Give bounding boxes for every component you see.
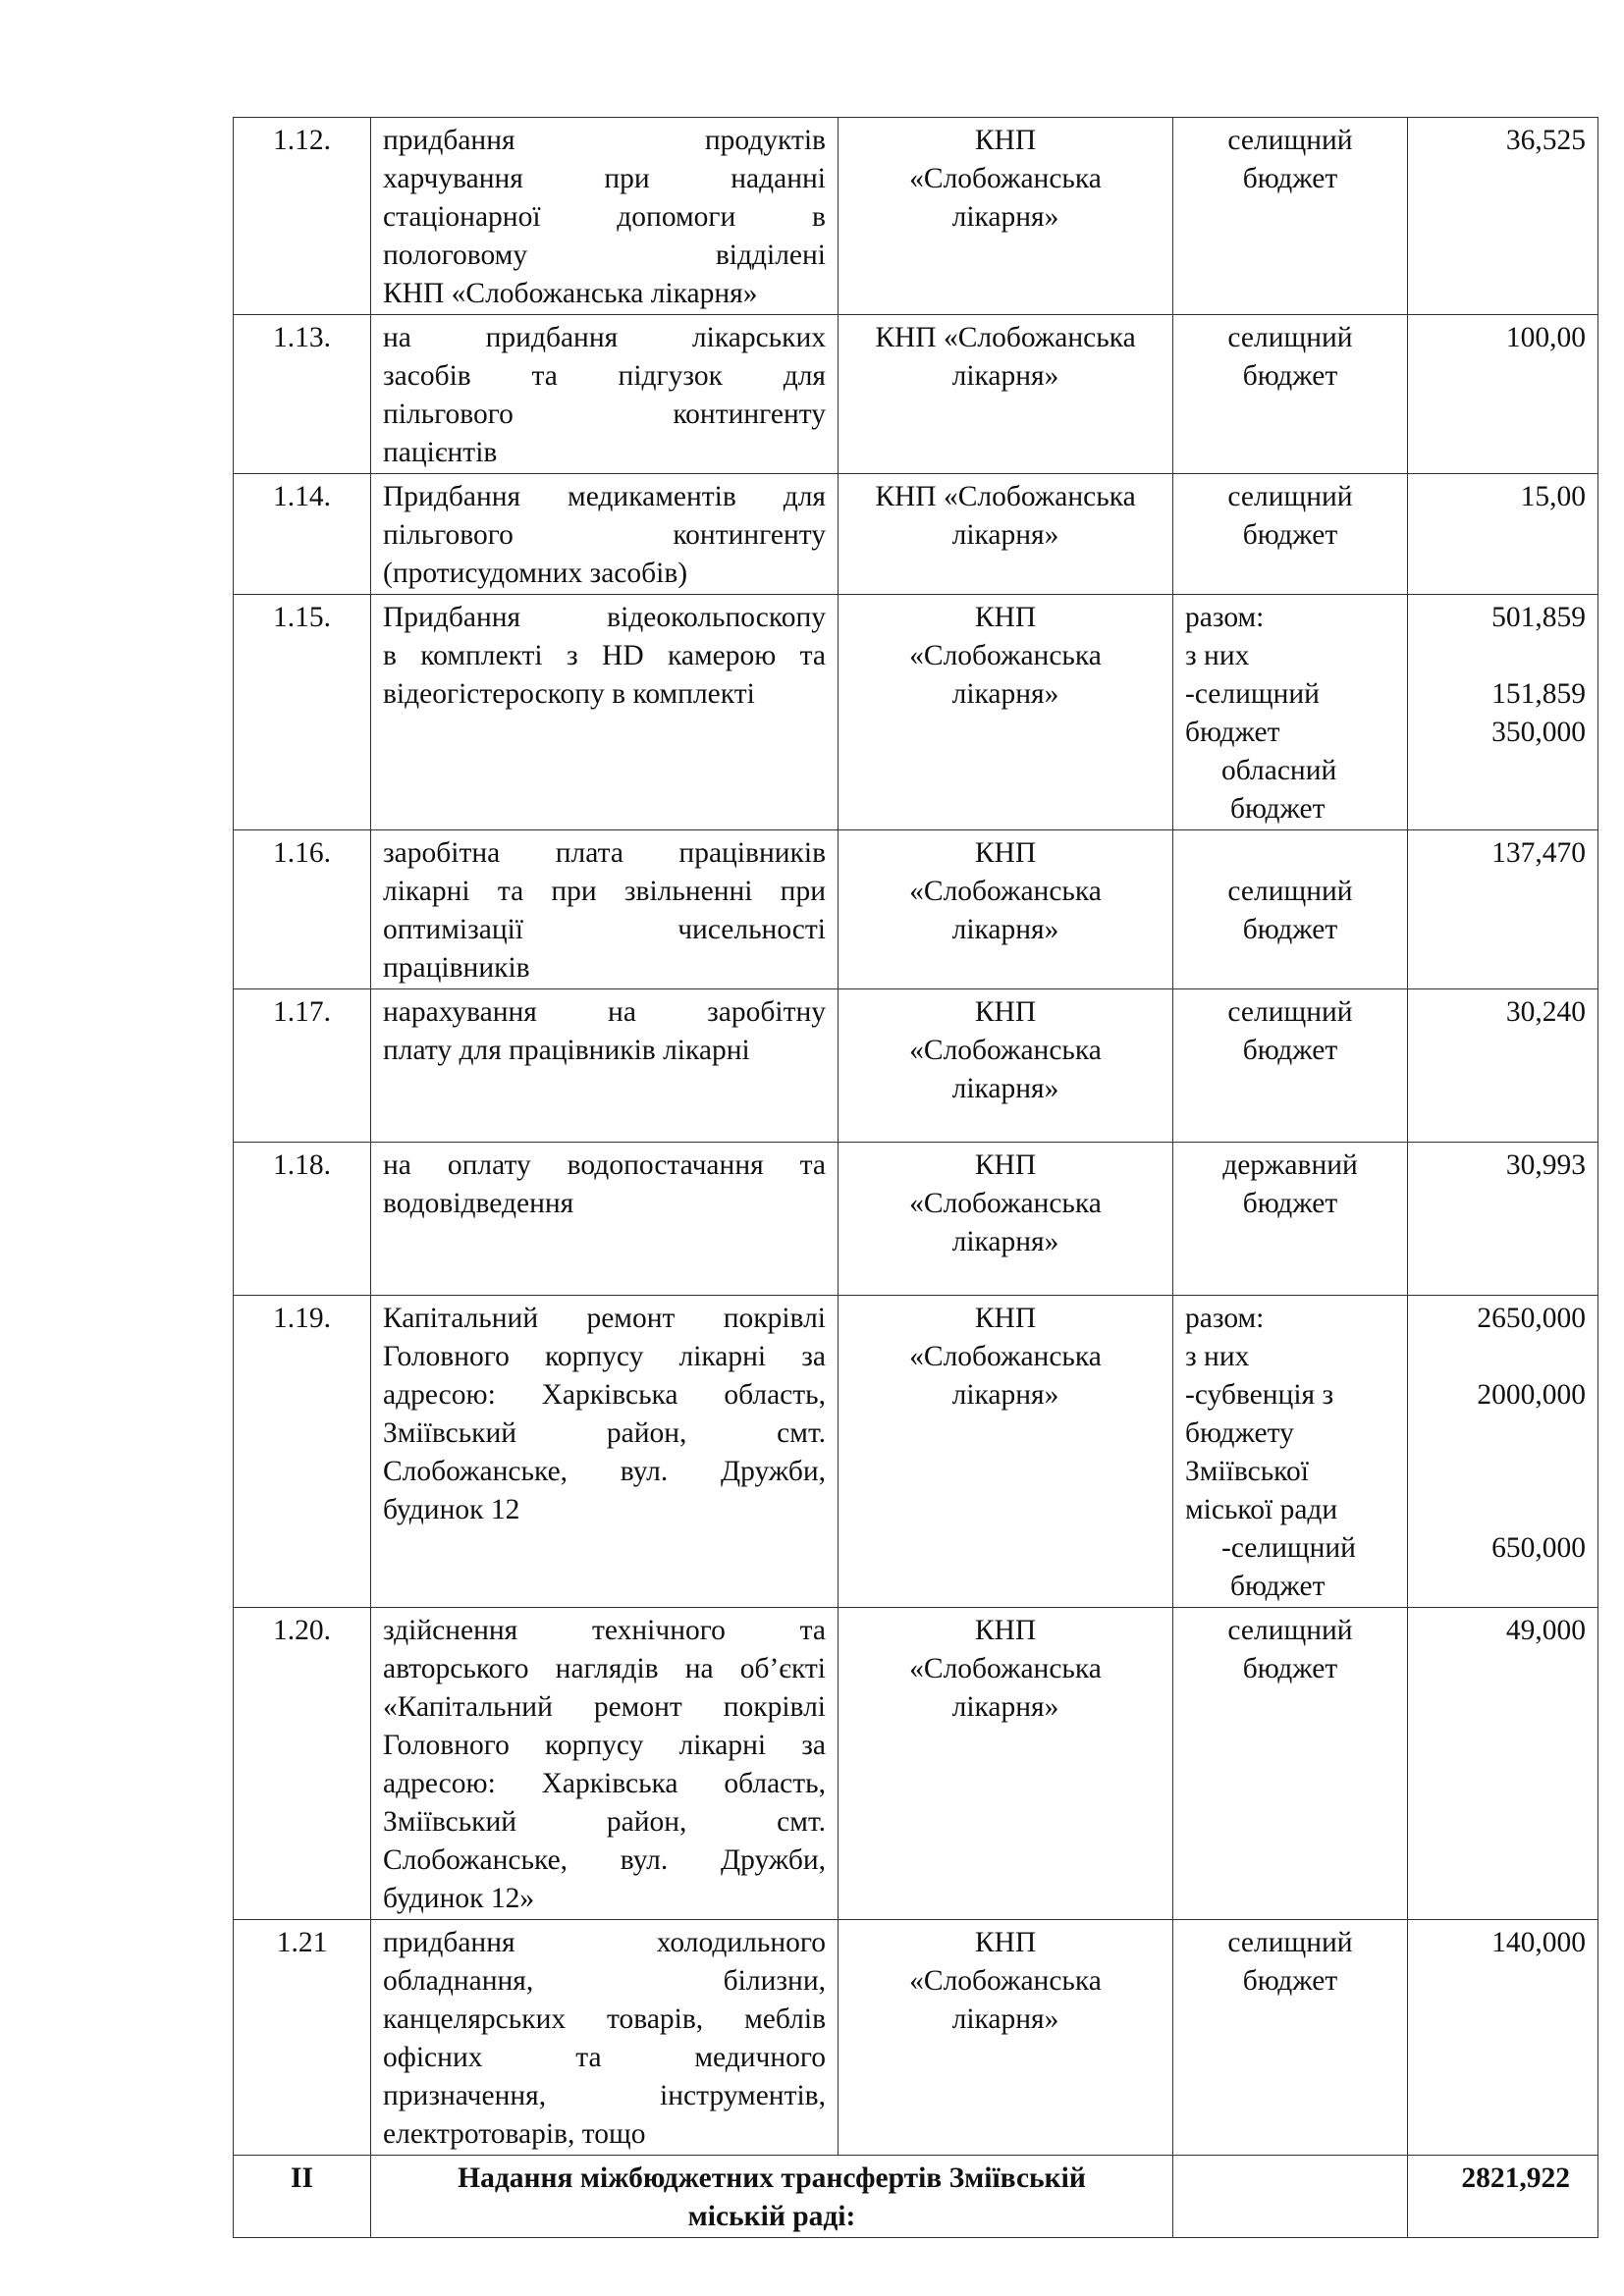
table-row <box>234 595 1598 830</box>
row-amount <box>1408 118 1598 315</box>
funding-source-line: обласний <box>1221 755 1337 786</box>
amount-line: 501,859 <box>1491 602 1586 633</box>
row-funding-source <box>1173 1920 1408 2156</box>
description-line: лікарні та при звільненні при <box>383 876 826 907</box>
row-funding-source <box>1173 1608 1408 1920</box>
funding-source-line: -селищний <box>1221 1532 1356 1564</box>
table-row <box>234 1143 1598 1296</box>
description-line: Головного корпусу лікарні за <box>383 1341 826 1372</box>
funding-source-line: бюджет <box>1230 1571 1326 1602</box>
table-row <box>234 474 1598 595</box>
executor-line: КНП <box>974 1149 1037 1181</box>
funding-source-line: бюджету <box>1185 1417 1294 1449</box>
description-line: в комплекті з HD камерою та <box>383 640 826 671</box>
funding-source-line: селищний <box>1227 125 1353 156</box>
row-number: 1.14. <box>234 474 371 595</box>
row-description <box>371 595 839 830</box>
total-amount: 2821,922 <box>1408 2156 1598 2238</box>
row-amount <box>1408 474 1598 595</box>
funding-source-line: Зміївської <box>1185 1456 1309 1487</box>
row-number: 1.19. <box>234 1296 371 1608</box>
description-line: на придбання лікарських <box>383 322 826 353</box>
executor-line: «Слобожанська <box>909 1035 1102 1066</box>
executor-line: лікарня» <box>951 1073 1059 1104</box>
executor-line: лікарня» <box>951 1379 1059 1411</box>
funding-source-line: разом: <box>1185 602 1265 633</box>
table-row <box>234 1608 1598 1920</box>
row-description <box>371 1143 839 1296</box>
funding-source-line: селищний <box>1227 996 1353 1028</box>
description-line: Зміївський район, смт. <box>383 1806 826 1838</box>
executor-line: лікарня» <box>951 1226 1059 1257</box>
executor-line: КНП <box>974 996 1037 1028</box>
description-line: пацієнтів <box>383 437 498 468</box>
funding-source-line: з них <box>1185 1341 1250 1372</box>
description-line: придбання продуктів <box>383 125 826 156</box>
funding-source-line: бюджет <box>1242 914 1338 945</box>
description-line: нарахування на заробітну <box>383 996 826 1028</box>
funding-source-line: державний <box>1222 1149 1358 1181</box>
row-funding-source <box>1173 1296 1408 1608</box>
amount-line <box>1420 1491 1586 1529</box>
executor-line: лікарня» <box>951 678 1059 710</box>
row-amount <box>1408 1296 1598 1608</box>
executor-line: «Слобожанська <box>909 876 1102 907</box>
amount-line: 140,000 <box>1491 1927 1586 1958</box>
description-line: Капітальний ремонт покрівлі <box>383 1303 826 1334</box>
description-line: пільгового контингенту <box>383 519 826 551</box>
executor-line: «Слобожанська <box>909 1965 1102 1997</box>
executor-line: лікарня» <box>951 2003 1059 2035</box>
funding-source-line: селищний <box>1227 1927 1353 1958</box>
row-number: 1.18. <box>234 1143 371 1296</box>
description-line: обладнання, білизни, <box>383 1965 826 1997</box>
row-funding-source <box>1173 315 1408 474</box>
row-executor <box>839 474 1173 595</box>
funding-source-line: бюджет <box>1242 1965 1338 1997</box>
executor-line: КНП <box>974 1615 1037 1646</box>
description-line: (протисудомних засобів) <box>383 558 688 589</box>
program-table <box>233 117 1598 2238</box>
row-funding-source <box>1173 830 1408 989</box>
description-line: плату для працівників лікарні <box>383 1035 750 1066</box>
description-line: адресою: Харківська область, <box>383 1379 826 1411</box>
row-funding-source <box>1173 595 1408 830</box>
row-amount <box>1408 1920 1598 2156</box>
row-number: 1.16. <box>234 830 371 989</box>
executor-line: «Слобожанська <box>909 1341 1102 1372</box>
description-line: «Капітальний ремонт покрівлі <box>383 1691 826 1723</box>
row-number: 1.17. <box>234 989 371 1143</box>
row-description <box>371 989 839 1143</box>
total-row <box>234 2156 1598 2238</box>
funding-source-line: селищний <box>1227 1615 1353 1646</box>
amount-line: 100,00 <box>1505 322 1586 353</box>
amount-line: 151,859 <box>1491 678 1586 710</box>
funding-source-line: селищний <box>1227 481 1353 512</box>
description-line: харчування при наданні <box>383 163 826 194</box>
description-line: будинок 12» <box>383 1883 535 1914</box>
executor-line: КНП <box>974 1303 1037 1334</box>
row-amount <box>1408 595 1598 830</box>
description-line: пільгового контингенту <box>383 399 826 430</box>
funding-source-line: бюджет <box>1242 1188 1338 1219</box>
row-description <box>371 1608 839 1920</box>
funding-source-line: разом: <box>1185 1303 1265 1334</box>
executor-line: «Слобожанська <box>909 1188 1102 1219</box>
amount-line: 15,00 <box>1520 481 1586 512</box>
executor-line: «Слобожанська <box>909 640 1102 671</box>
row-description <box>371 1296 839 1608</box>
funding-source-line: з них <box>1185 640 1250 671</box>
row-amount <box>1408 989 1598 1143</box>
description-line: авторського наглядів на об’єкті <box>383 1653 826 1684</box>
amount-line <box>1420 1338 1586 1376</box>
description-line: Зміївський район, смт. <box>383 1417 826 1449</box>
row-description <box>371 315 839 474</box>
row-number: 1.21 <box>234 1920 371 2156</box>
description-line: заробітна плата працівників <box>383 837 826 869</box>
executor-line: лікарня» <box>951 360 1059 392</box>
funding-source-line: міської ради <box>1185 1494 1338 1525</box>
executor-line: лікарня» <box>951 519 1059 551</box>
funding-source-line: бюджет <box>1242 519 1338 551</box>
executor-line: «Слобожанська <box>909 163 1102 194</box>
row-amount <box>1408 1143 1598 1296</box>
description-line: засобів та підгузок для <box>383 360 826 392</box>
row-executor <box>839 1143 1173 1296</box>
funding-source-line: селищний <box>1227 322 1353 353</box>
amount-line <box>1420 1453 1586 1491</box>
description-line: канцелярських товарів, меблів <box>383 2003 826 2035</box>
description-line: Слобожанське, вул. Дружби, <box>383 1844 826 1876</box>
row-executor <box>839 1608 1173 1920</box>
total-funding-source <box>1173 2156 1408 2238</box>
row-executor <box>839 595 1173 830</box>
executor-line: КНП «Слобожанська <box>875 481 1136 512</box>
executor-line: «Слобожанська <box>909 1653 1102 1684</box>
description-line: придбання холодильного <box>383 1927 826 1958</box>
amount-line: 36,525 <box>1505 125 1586 156</box>
funding-source-line: бюджет <box>1242 163 1338 194</box>
row-executor <box>839 315 1173 474</box>
executor-line: лікарня» <box>951 914 1059 945</box>
description-line: водовідведення <box>383 1188 574 1219</box>
description-line: електротоварів, тощо <box>383 2118 646 2150</box>
description-line: Слобожанське, вул. Дружби, <box>383 1456 826 1487</box>
funding-source-line: -субвенція з <box>1185 1379 1334 1411</box>
funding-source-line: -селищний <box>1185 678 1320 710</box>
executor-line: КНП <box>974 837 1037 869</box>
table-row <box>234 1920 1598 2156</box>
table-row <box>234 830 1598 989</box>
amount-line: 2650,000 <box>1477 1303 1586 1334</box>
row-executor <box>839 1920 1173 2156</box>
description-line: будинок 12 <box>383 1494 520 1525</box>
description-line: відеогістероскопу в комплекті <box>383 678 755 710</box>
row-funding-source <box>1173 118 1408 315</box>
description-line: Придбання медикаментів для <box>383 481 826 512</box>
amount-line: 350,000 <box>1491 717 1586 748</box>
executor-line: лікарня» <box>951 201 1059 233</box>
row-executor <box>839 1296 1173 1608</box>
description-line: здійснення технічного та <box>383 1615 826 1646</box>
executor-line: КНП <box>974 1927 1037 1958</box>
description-line: оптимізації чисельності <box>383 914 826 945</box>
description-line: пологовому відділені <box>383 240 826 271</box>
amount-line: 49,000 <box>1505 1615 1586 1646</box>
funding-source-line: бюджет <box>1242 1653 1338 1684</box>
funding-source-line: селищний <box>1227 876 1353 907</box>
row-funding-source <box>1173 1143 1408 1296</box>
row-description <box>371 830 839 989</box>
row-executor <box>839 830 1173 989</box>
row-description <box>371 474 839 595</box>
executor-line: КНП «Слобожанська <box>875 322 1136 353</box>
description-line: офісних та медичного <box>383 2042 826 2073</box>
total-description: Надання міжбюджетних трансфертів Зміївській міській раді: <box>371 2156 1173 2238</box>
row-amount <box>1408 1608 1598 1920</box>
row-amount <box>1408 315 1598 474</box>
table-row <box>234 315 1598 474</box>
table-row <box>234 1296 1598 1608</box>
description-line: Головного корпусу лікарні за <box>383 1730 826 1761</box>
executor-line: КНП <box>974 125 1037 156</box>
amount-line: 2000,000 <box>1477 1379 1586 1411</box>
total-number: II <box>234 2156 371 2238</box>
row-funding-source <box>1173 989 1408 1143</box>
row-funding-source <box>1173 474 1408 595</box>
description-line: адресою: Харківська область, <box>383 1768 826 1799</box>
funding-source-line: бюджет <box>1242 1035 1338 1066</box>
description-line: призначення, інструментів, <box>383 2080 826 2111</box>
row-description <box>371 118 839 315</box>
amount-line <box>1420 637 1586 675</box>
funding-source-line: бюджет <box>1230 793 1326 825</box>
amount-line <box>1420 1415 1586 1453</box>
description-line: працівників <box>383 952 530 984</box>
row-amount <box>1408 830 1598 989</box>
description-line: стаціонарної допомоги в <box>383 201 826 233</box>
table-row <box>234 118 1598 315</box>
row-number: 1.20. <box>234 1608 371 1920</box>
funding-source-line <box>1185 834 1395 873</box>
funding-source-line: бюджет <box>1242 360 1338 392</box>
description-line: КНП «Слобожанська лікарня» <box>383 278 758 309</box>
amount-line: 30,993 <box>1505 1149 1586 1181</box>
row-executor <box>839 989 1173 1143</box>
executor-line: лікарня» <box>951 1691 1059 1723</box>
description-line: Придбання відеокольпоскопу <box>383 602 826 633</box>
amount-line: 650,000 <box>1491 1532 1586 1564</box>
description-line: на оплату водопостачання та <box>383 1149 826 1181</box>
row-description <box>371 1920 839 2156</box>
executor-line: КНП <box>974 602 1037 633</box>
amount-line: 30,240 <box>1505 996 1586 1028</box>
row-executor <box>839 118 1173 315</box>
funding-source-line: бюджет <box>1185 717 1280 748</box>
table-body <box>234 118 1598 2238</box>
table-row <box>234 989 1598 1143</box>
row-number: 1.13. <box>234 315 371 474</box>
amount-line: 137,470 <box>1491 837 1586 869</box>
row-number: 1.15. <box>234 595 371 830</box>
row-number: 1.12. <box>234 118 371 315</box>
